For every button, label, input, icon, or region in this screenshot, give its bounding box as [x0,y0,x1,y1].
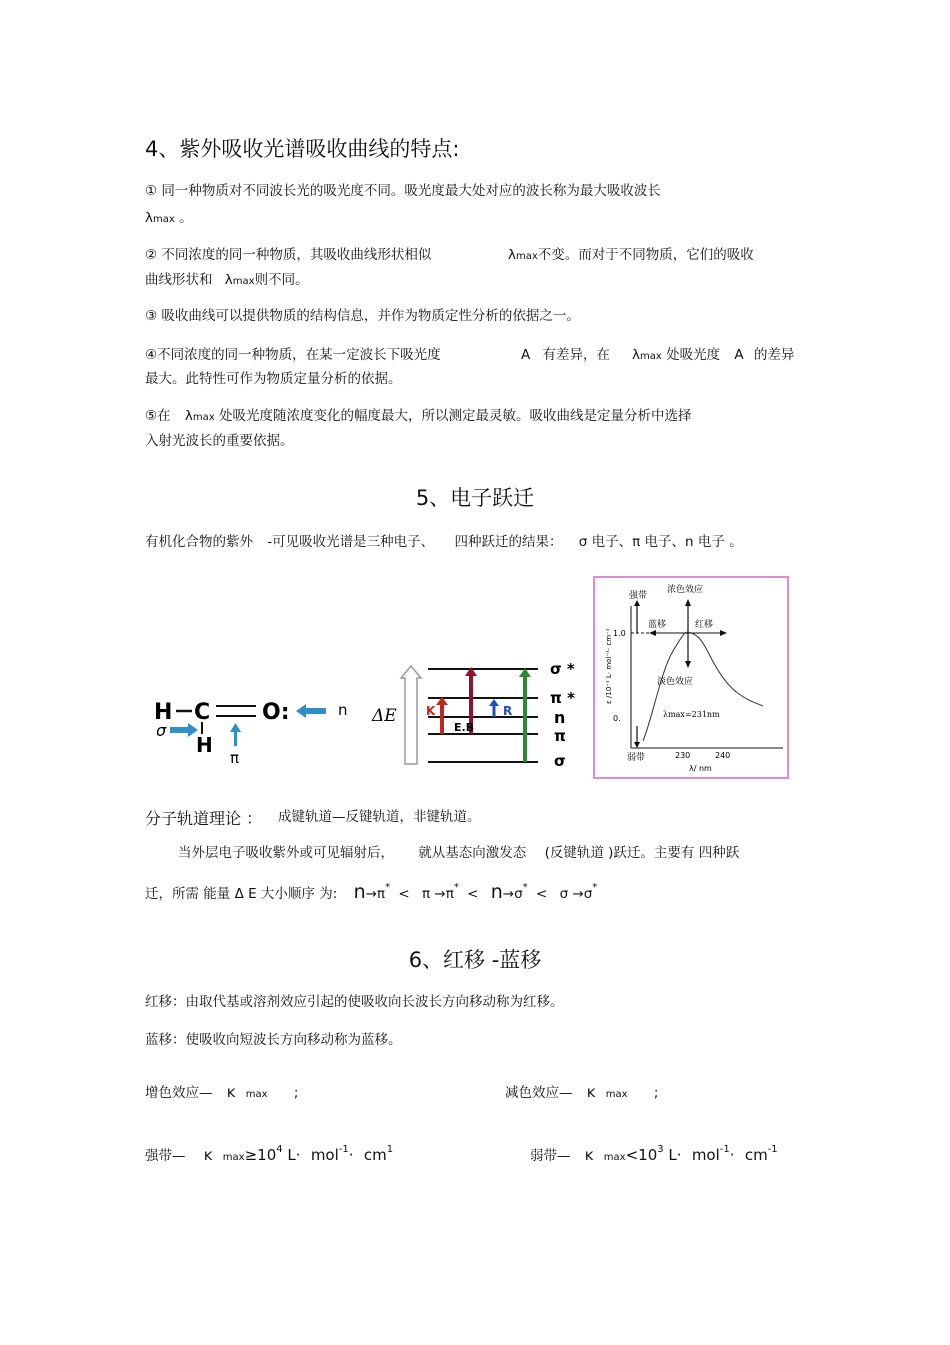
section4-point4-cont: 最大。此特性可作为物质定量分析的依据。 [145,371,402,387]
delta-e-label: ΔE [372,706,397,726]
blue-shift-label: 蓝移 [648,620,667,630]
hyperchromic-effect: 增色效应— ĸ max ; [145,1083,299,1101]
pi-label: π [230,749,240,767]
blue-shift-definition: 蓝移：使吸收向短波长方向移动称为蓝移。 [145,1032,402,1048]
section5-intro: 有机化合物的紫外 -可见吸收光谱是三种电子、 四种跃迁的结果： σ 电子、π 电子、n 电子 。 [145,534,743,550]
strong-band-label: 强带 [629,591,648,601]
hydrogen-lower-label: H [196,733,213,757]
strong-band-definition: 强带— ĸ $\max\ge 10^4$ $L\cdot mol^{-1}\cdot cm^1$ [145,1144,394,1164]
x-tick-240: 240 [715,751,731,760]
sigma-arrow-icon [170,723,198,737]
x-tick-230: 230 [675,751,691,760]
formaldehyde-diagram [150,690,360,770]
pi-arrow-icon [230,723,241,746]
level-label-pi-star: π * [550,689,575,707]
mo-theory-label: 分子轨道理论 ： [145,809,263,828]
eb-label: E.B [454,721,475,734]
lambda-max-label: λmax=231nm [663,710,720,719]
section4-point1-cont: λmax 。 [145,210,193,226]
red-shift-label: 红移 [695,620,714,630]
mo-theory-text: 成键轨道—反键轨道，非键轨道。 [278,809,481,825]
hydrogen-label: H [154,700,173,725]
y-tick-0: 0. [613,714,621,723]
section4-point2-b: λmax不变。而对于不同物质，它们的吸收 [508,247,754,263]
red-shift-definition: 红移：由取代基或溶剂效应引起的使吸收向长波长方向移动称为红移。 [145,994,564,1010]
hypochromic-effect: 减色效应— ĸ max ; [505,1083,659,1101]
section4-point5-cont: 入射光波长的重要依据。 [145,433,294,449]
section4-point4-b: A 有差异，在 [521,347,611,363]
section4-point3: ③ 吸收曲线可以提供物质的结构信息，并作为物质定性分析的依据之一。 [145,308,580,324]
hypochromic-label: 淡色效应 [657,677,694,687]
x-axis-label: λ/ nm [689,764,712,773]
level-label-sigma-star: σ * [550,660,575,678]
n-label: n [338,701,348,719]
transition-text: 当外层电子吸收紫外或可见辐射后， 就从基态向激发态 (反键轨道 )跃迁。主要有 四种跃 [178,845,740,861]
section4-point4-c: λmax 处吸光度 A 的差异 [632,347,795,363]
hyperchromic-label: 浓色效应 [667,585,704,595]
section4-point5: ⑤在 λmax 处吸光度随浓度变化的幅度最大，所以测定最灵敏。吸收曲线是定量分析中选择 [145,408,692,424]
k-band-label: K [426,704,436,718]
n-arrow-icon [296,704,326,718]
section4-point4: ④不同浓度的同一种物质，在某一定波长下吸光度 [145,347,441,363]
section4-point1: ① 同一种物质对不同波长光的吸光度不同。吸光度最大处对应的波长称为最大吸收波长 [145,183,661,199]
level-label-n: n [554,708,566,727]
carbon-label: C [194,700,211,725]
section4-point2-cont: 曲线形状和 λmax则不同。 [145,272,309,288]
r-band-label: R [503,704,513,718]
weak-band-definition: 弱带— ĸ $\max<10^3$ $L\cdot mol^{-1}\cdot cm^{-1}$ [530,1144,778,1164]
level-label-pi: π [554,727,566,745]
y-axis-label: ε /10⁻¹ L· mol⁻¹· cm⁻¹ [605,628,613,704]
sigma-label: σ [156,721,167,740]
section6-title: 6、红移 -蓝移 [408,948,542,972]
section4-point2: ② 不同浓度的同一种物质，其吸收曲线形状相似 [145,247,432,263]
energy-level-diagram [370,660,585,775]
section5-title: 5、电子跃迁 [415,486,535,510]
energy-arrow-icon [401,666,421,764]
y-tick-1: 1.0 [613,629,626,638]
oxygen-label: O: [262,700,290,725]
level-label-sigma: σ [554,752,566,770]
weak-band-label: 弱带 [627,753,646,763]
r-band-arrowhead-icon [489,699,499,706]
section4-title: 4、紫外吸收光谱吸收曲线的特点: [145,137,460,161]
absorption-spectrum-figure [593,576,789,779]
energy-order: 迁，所需 能量 Δ E 大小顺序 为: n→π* < π →π* < n→σ* < σ →σ* [145,881,598,903]
